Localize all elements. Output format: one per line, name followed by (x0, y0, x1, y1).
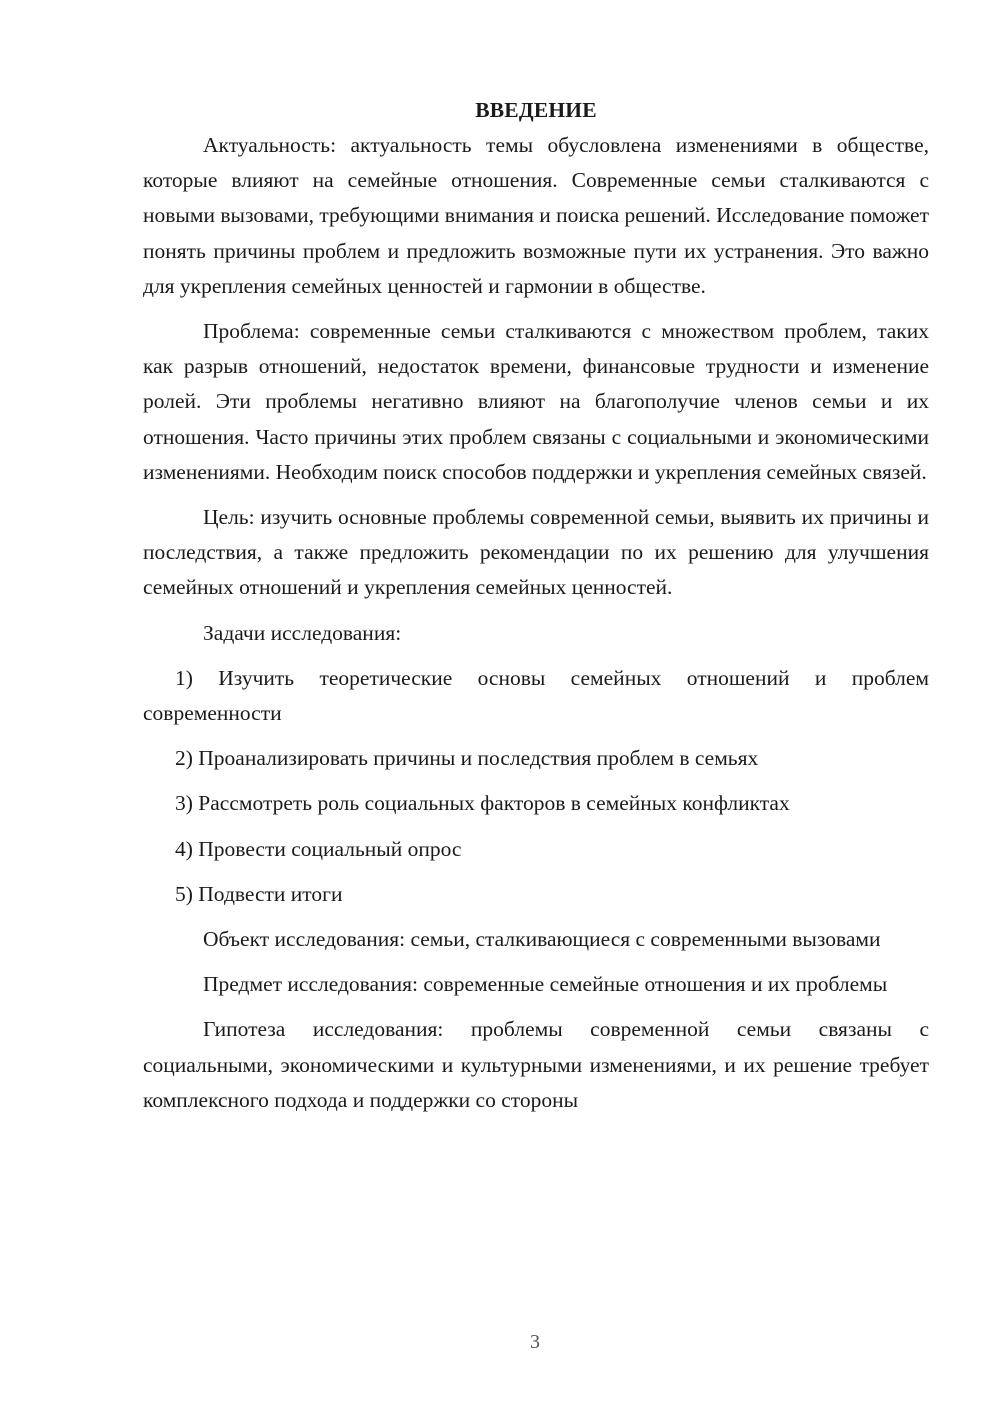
page-number: 3 (530, 1331, 540, 1353)
relevance-paragraph: Актуальность: актуальность темы обусловлена изменениями в обществе, которые влияют на семейные отношения. Современные семьи сталкиваются с новыми вызовами, требующими внимания и поиска решений. Исследование поможет понять причины проблем и предложить возможные пути их устранения. Это важно для укрепления семейных ценностей и гармонии в обществе. (143, 133, 929, 298)
task-item-5: 5) Подвести итоги (175, 881, 343, 906)
section-title: ВВЕДЕНИЕ (475, 98, 597, 122)
problem-paragraph: Проблема: современные семьи сталкиваются с множеством проблем, таких как разрыв отношений, недостаток времени, финансовые трудности и изменение ролей. Эти проблемы негативно влияют на благополучие членов семьи и их отношения. Часто причины этих проблем связаны с социальными и экономическими изменениями. Необходим поиск способов поддержки и укрепления семейных связей. (143, 319, 929, 484)
goal-paragraph: Цель: изучить основные проблемы современной семьи, выявить их причины и последствия, а также предложить рекомендации по их решению для улучшения семейных отношений и укрепления семейных ценностей. (143, 505, 929, 600)
document-page (143, 93, 929, 1118)
task-item-4: 4) Провести социальный опрос (175, 836, 462, 861)
subject-paragraph: Предмет исследования: современные семейные отношения и их проблемы (203, 972, 888, 997)
hypothesis-paragraph: Гипотеза исследования: проблемы современной семьи связаны с социальными, экономическими и культурными изменениями, и их решение требует комплексного подхода и поддержки со стороны (143, 1017, 929, 1112)
object-paragraph: Объект исследования: семьи, сталкивающиеся с современными вызовами (203, 927, 881, 952)
task-item-3: 3) Рассмотреть роль социальных факторов в семейных конфликтах (175, 791, 790, 816)
tasks-heading: Задачи исследования: (203, 620, 402, 645)
task-item-1: 1) Изучить теоретические основы семейных отношений и проблем современности (143, 665, 929, 726)
task-item-2: 2) Проанализировать причины и последствия проблем в семьях (175, 746, 759, 771)
